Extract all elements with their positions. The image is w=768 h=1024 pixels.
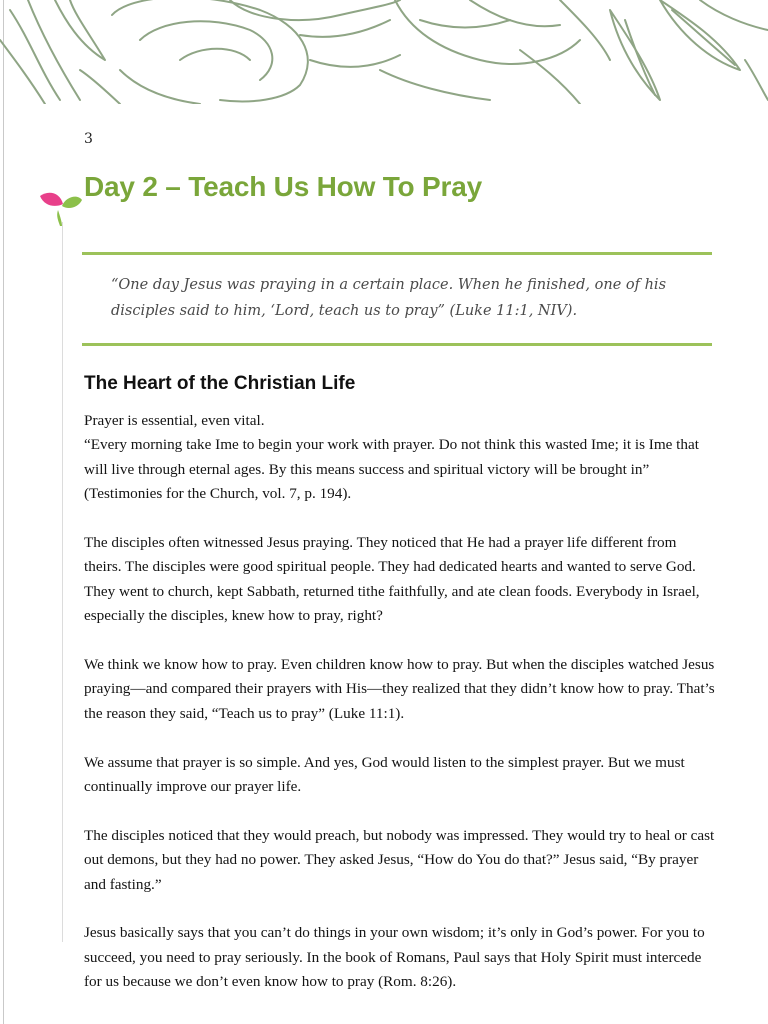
page-edge-line <box>3 0 4 1024</box>
scripture-quote-line: disciples said to him, ‘Lord, teach us to pray” (Luke 11:1, NIV). <box>111 303 578 319</box>
paragraph: The disciples noticed that they would preach, but nobody was impressed. They would try to heal or cast out demons, but they had no power. They asked Jesus, “How do You do that?” Jesus said, “By prayer and fasting.” <box>84 826 715 893</box>
scripture-quote <box>111 272 681 324</box>
page-number: 3 <box>84 131 93 147</box>
petal-leaf-icon <box>38 190 84 226</box>
quote-bottom-rule <box>82 343 712 346</box>
paragraph: We think we know how to pray. Even children know how to pray. But when the disciples watched Jesus praying—and compared their prayers with His—they realized that they didn’t know how to pray. That’s the reason they said, “Teach us to pray” (Luke 11:1). <box>84 656 715 722</box>
paragraph: “Every morning take Ime to begin your work with prayer. Do not think this wasted Ime; it is Ime that will live through eternal ages. By this means success and spiritual victory will be brought in” (Testimonies for the Church, vol. 7, p. 194). <box>84 436 699 503</box>
quote-top-rule <box>82 252 712 255</box>
section-heading: The Heart of the Christian Life <box>84 373 356 394</box>
scripture-quote-line: “One day Jesus was praying in a certain place. When he finished, one of his <box>111 277 667 293</box>
floral-header-art <box>0 0 768 104</box>
body-text <box>84 409 716 1019</box>
paragraph: The disciples often witnessed Jesus praying. They noticed that He had a prayer life different from theirs. The disciples were good spiritual people. They had dedicated hearts and wanted to serve God. They went to church, kept Sabbath, returned tithe faithfully, and ate clean foods. Everybody in Israel, especially the disciples, knew how to pray, right? <box>84 534 700 625</box>
paragraph: Prayer is essential, even vital. <box>84 412 265 429</box>
paragraph: Jesus basically says that you can’t do things in your own wisdom; it’s only in God’s power. For you to succeed, you need to pray seriously. In the book of Romans, Paul says that Holy Spirit must intercede for us because we don’t even know how to pray (Rom. 8:26). <box>84 924 705 991</box>
margin-guide-line <box>62 222 63 942</box>
page-title: Day 2 – Teach Us How To Pray <box>84 171 482 202</box>
paragraph: We assume that prayer is so simple. And yes, God would listen to the simplest prayer. But we must continually improve our prayer life. <box>84 753 685 796</box>
